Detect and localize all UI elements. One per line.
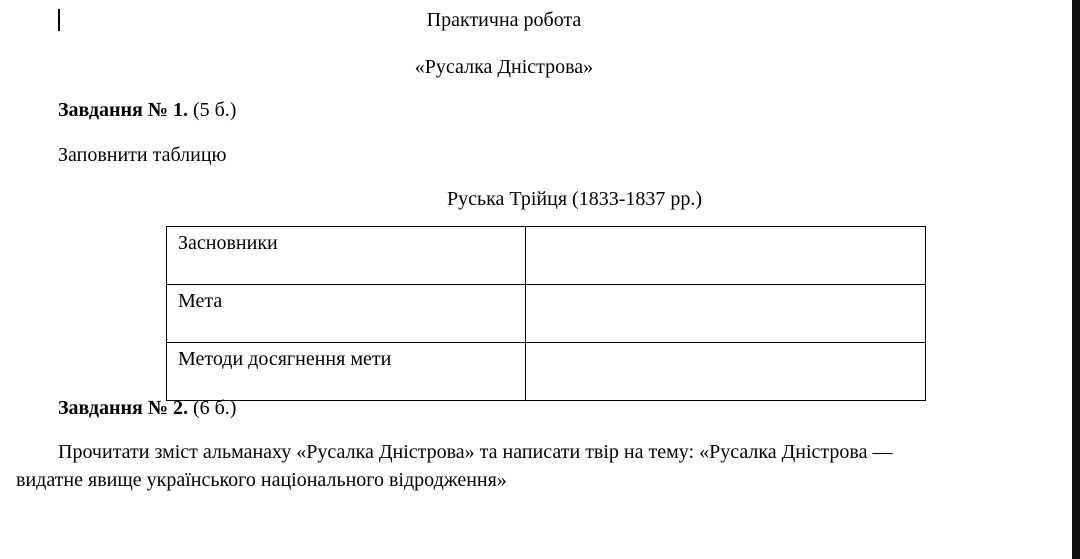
row-value-methods[interactable] [526,343,926,401]
row-label-goal: Мета [167,285,526,343]
table-row [167,227,926,285]
row-label-methods: Методи досягнення мети [167,343,526,401]
document-subtitle: «Русалка Дністрова» [414,56,594,78]
task1-label: Завдання № 1. [58,99,188,121]
task1-heading [58,98,236,122]
table-row [167,285,926,343]
task2-text-line1: Прочитати зміст альманаху «Русалка Дністрова» та написати твір на тему: «Русалка Дністрова — [58,441,893,463]
task1-points: (5 б.) [187,99,237,121]
window-edge [1072,0,1080,559]
task2-points: (6 б.) [187,397,237,419]
row-value-founders[interactable] [526,227,926,285]
task2-heading [58,396,236,420]
table-caption: Руська Трійця (1833-1837 рр.) [447,188,703,210]
row-value-goal[interactable] [526,285,926,343]
task1-instruction: Заповнити таблицю [58,144,227,166]
task2-label: Завдання № 2. [58,397,188,419]
table-row [167,343,926,401]
document-title: Практична робота [426,9,582,31]
row-label-founders: Засновники [167,227,526,285]
ruska-triytsia-table [166,226,926,401]
task2-text-line2: видатне явище українського національного відродження» [16,469,507,491]
